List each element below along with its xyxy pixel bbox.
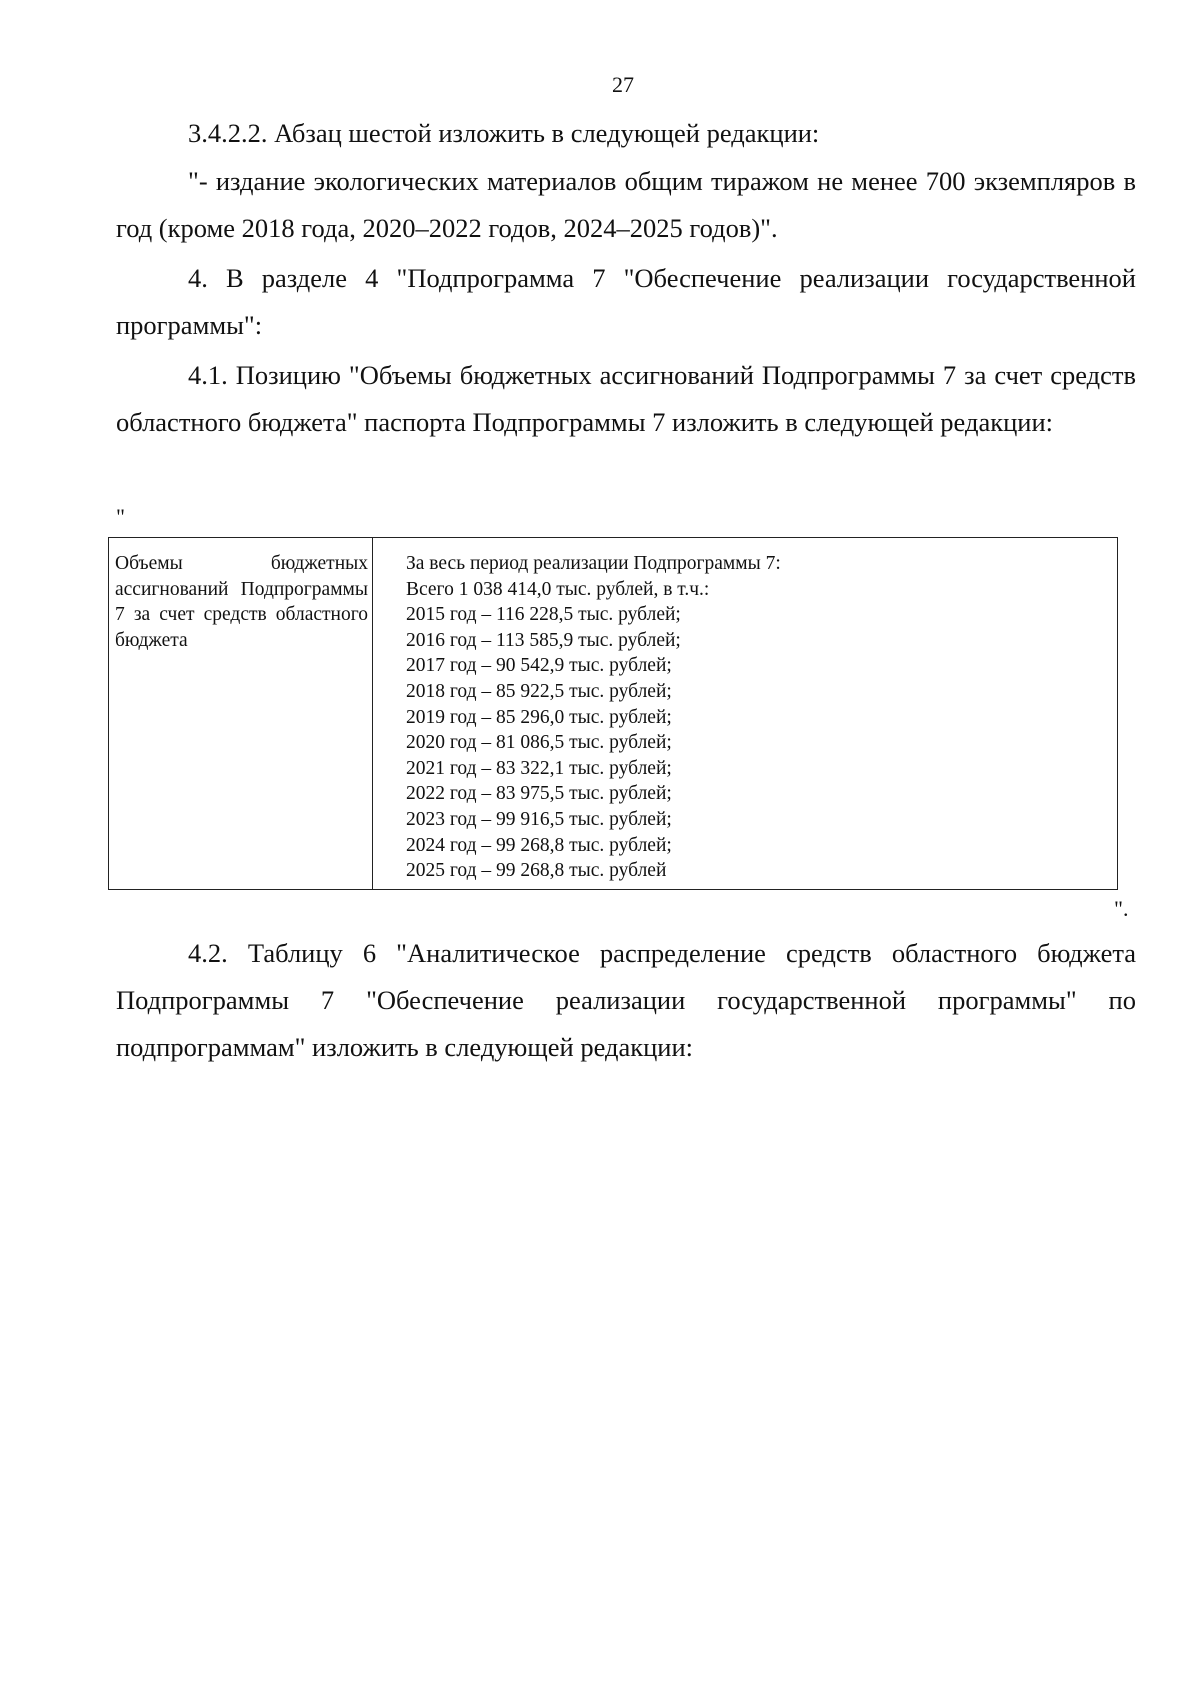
passport-table-value-cell: [373, 538, 1117, 889]
passport-table-line: За весь период реализации Подпрограммы 7:: [406, 553, 781, 574]
passport-table-line: 2017 год – 90 542,9 тыс. рублей;: [406, 655, 672, 677]
passport-table-line: 2024 год – 99 268,8 тыс. рублей;: [406, 834, 672, 856]
passport-table-line: 2022 год – 83 975,5 тыс. рублей;: [406, 783, 672, 805]
passport-table-line: 2021 год – 83 322,1 тыс. рублей;: [406, 757, 672, 779]
paragraph-4-2: 4.2. Таблицу 6 "Аналитическое распределение средств областного бюджета Подпрограммы 7 "Обеспечение реализации государственной программы" по подпрограммам" изложить в следующей редакции:: [116, 938, 1136, 1062]
paragraph-3-4-2-2: 3.4.2.2. Абзац шестой изложить в следующей редакции:: [188, 118, 820, 148]
passport-table: [108, 537, 1118, 890]
passport-table-line: 2020 год – 81 086,5 тыс. рублей;: [406, 732, 672, 754]
passport-table-line: Всего 1 038 414,0 тыс. рублей, в т.ч.:: [406, 578, 710, 600]
paragraph-4-1: 4.1. Позицию "Объемы бюджетных ассигнований Подпрограммы 7 за счет средств областного бюджета" паспорта Подпрограммы 7 изложить в следующей редакции:: [116, 360, 1136, 437]
passport-table-line: 2025 год – 99 268,8 тыс. рублей: [406, 860, 667, 882]
passport-table-line: 2019 год – 85 296,0 тыс. рублей;: [406, 706, 672, 728]
passport-table-label-cell: Объемы бюджетных ассигнований Подпрограммы 7 за счет средств областного бюджета: [109, 538, 373, 889]
passport-table-line: 2015 год – 116 228,5 тыс. рублей;: [406, 604, 681, 626]
page-number: 27: [612, 72, 634, 97]
passport-table-line: 2023 год – 99 916,5 тыс. рублей;: [406, 808, 672, 830]
passport-table-line: 2016 год – 113 585,9 тыс. рублей;: [406, 629, 681, 651]
paragraph-quote-edition-materials: "- издание экологических материалов общим тиражом не менее 700 экземпляров в год (кроме 2018 года, 2020–2022 годов, 2024–2025 годов)".: [116, 166, 1136, 243]
closing-quote-mark: ".: [1114, 896, 1129, 921]
passport-table-line: 2018 год – 85 922,5 тыс. рублей;: [406, 680, 672, 702]
opening-quote-mark: ": [116, 504, 125, 529]
paragraph-section-4: 4. В разделе 4 "Подпрограмма 7 "Обеспечение реализации государственной программы":: [116, 263, 1136, 340]
